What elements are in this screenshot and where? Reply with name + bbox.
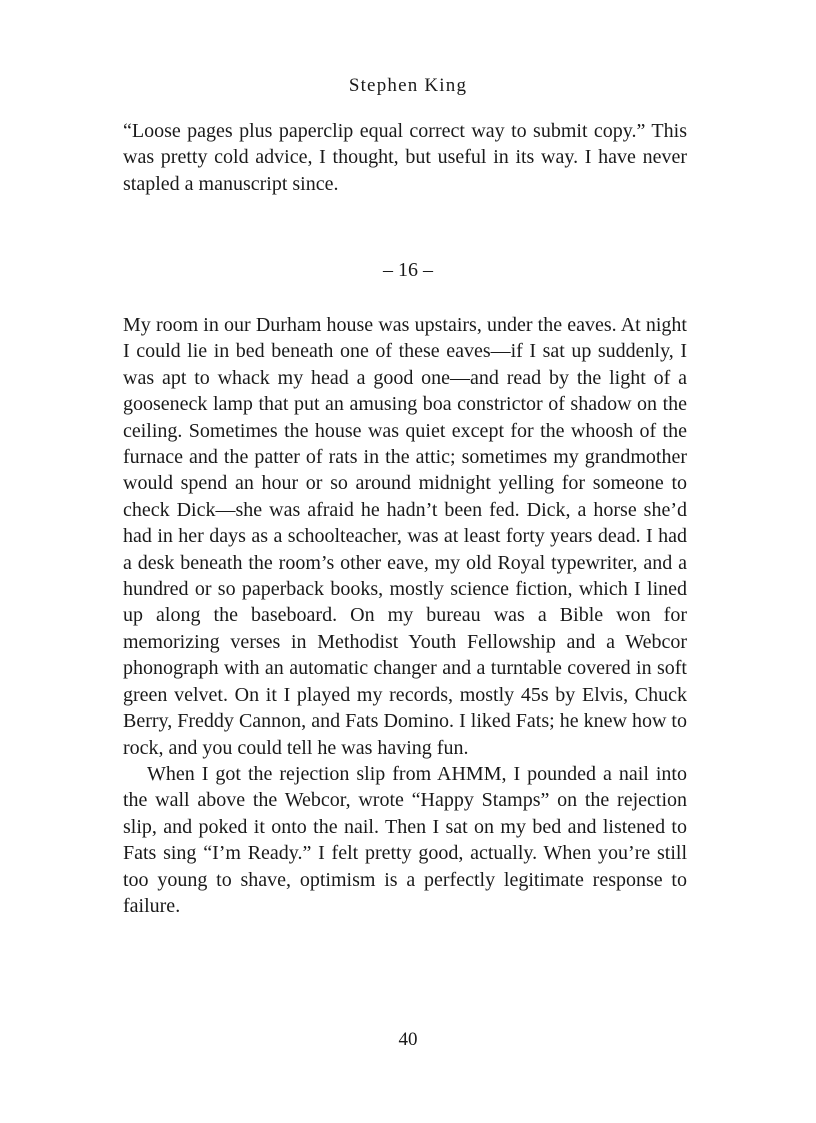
running-head: Stephen King: [348, 75, 468, 96]
section-number: – 16 –: [383, 259, 433, 281]
paragraph-1: My room in our Durham house was upstairs, under the eaves. At night I could lie in bed beneath one of these eaves—if I sat up suddenly, I was apt to whack my head a good one—and read by the light of a gooseneck lamp that put an amusing boa constrictor of shadow on the ceiling. Sometimes the house was quiet except for the whoosh of the furnace and the patter of rats in the attic; sometimes my grandmother would spend an hour or so around midnight yelling for someone to check Dick—she was afraid he hadn’t been fed. Dick, a horse she’d had in her days as a schoolteacher, was at least forty years dead. I had a desk beneath the room’s other eave, my old Royal typewriter, and a hundred or so paperback books, mostly science fiction, which I lined up along the baseboard. On my bureau was a Bible won for memorizing verses in Methodist Youth Fellowship and a Webcor phonograph with an automatic changer and a turntable covered in soft green velvet. On it I played my records, mostly 45s by Elvis, Chuck Berry, Freddy Cannon, and Fats Domino. I liked Fats; he knew how to rock, and you could tell he was having fun.: [123, 314, 687, 759]
main-text-block: [123, 312, 687, 919]
opening-text-block: [123, 118, 687, 197]
opening-paragraph: “Loose pages plus paperclip equal correct way to submit copy.” This was pretty cold advice, I thought, but useful in its way. I have never stapled a manuscript since.: [123, 120, 687, 195]
page-number: 40: [398, 1029, 418, 1050]
paragraph-2: When I got the rejection slip from AHMM, I pounded a nail into the wall above the Webcor, wrote “Happy Stamps” on the rejection slip, and poked it onto the nail. Then I sat on my bed and listened to Fats sing “I’m Ready.” I felt pretty good, actually. When you’re still too young to shave, optimism is a perfectly legitimate response to failure.: [123, 762, 687, 917]
